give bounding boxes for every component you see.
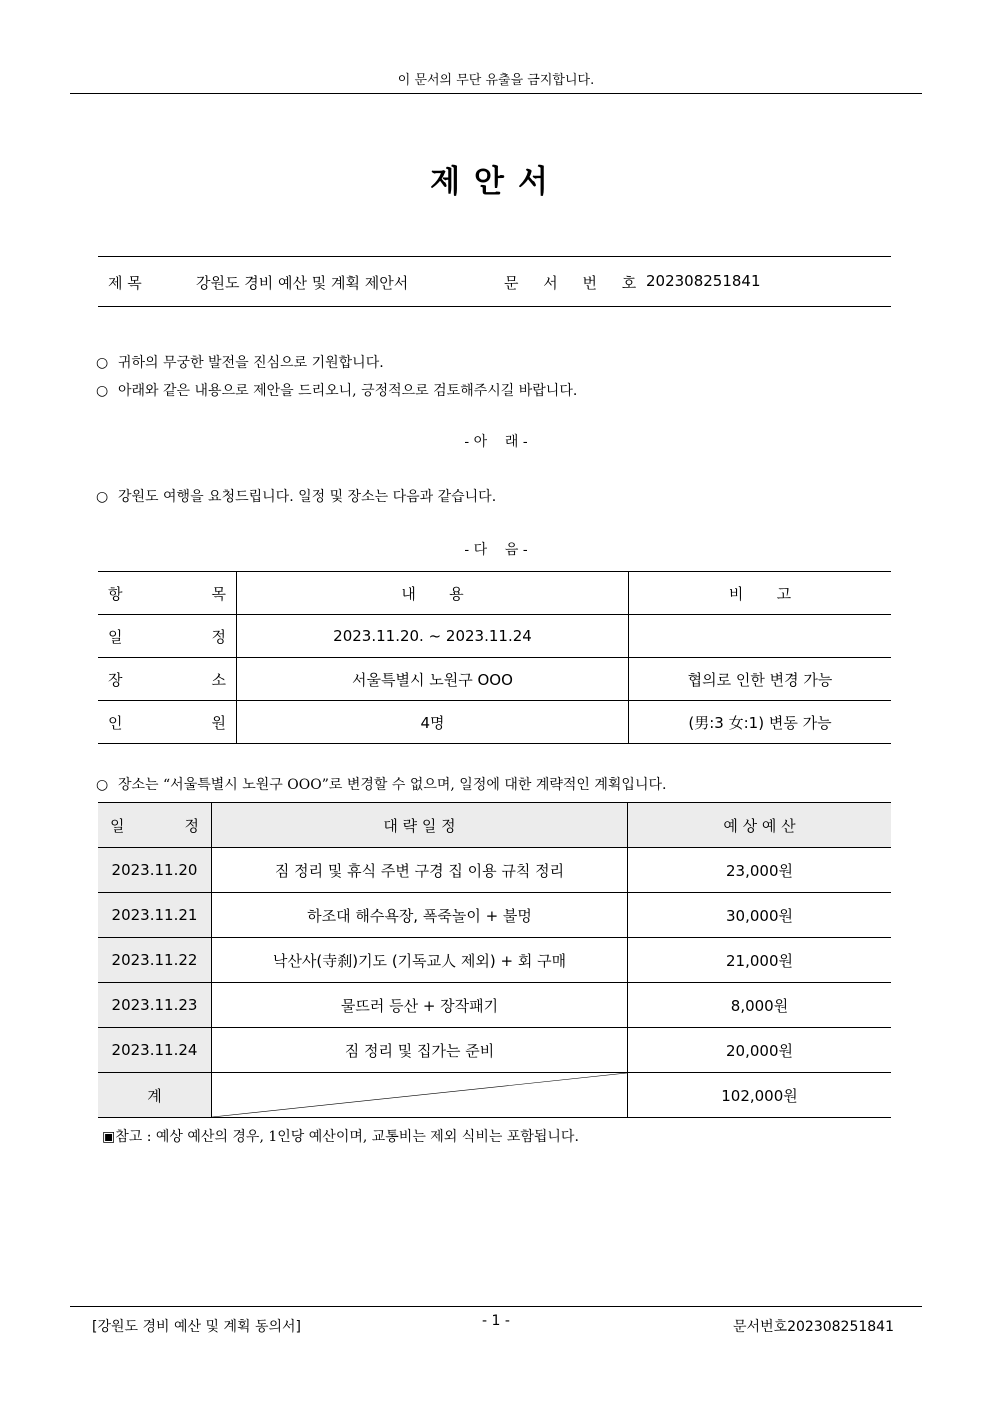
schedule-plan: 짐 정리 및 휴식 주변 구경 집 이용 규칙 정리 — [212, 848, 628, 893]
schedule-header-plan: 대 략 일 정 — [212, 803, 628, 848]
overview-row-note: 협의로 인한 변경 가능 — [629, 658, 892, 701]
footnote: ▣참고 : 예상 예산의 경우, 1인당 예산이며, 교통비는 제외 식비는 포함됩니다. — [102, 1129, 579, 1145]
intro-line-1 — [96, 352, 384, 372]
schedule-header-date — [98, 803, 212, 848]
footer-divider — [70, 1306, 922, 1307]
schedule-budget: 8,000원 — [628, 983, 892, 1028]
overview-header-row — [98, 572, 891, 615]
bullet-icon: ○ — [96, 383, 109, 399]
header-divider — [70, 93, 922, 94]
place-note-line — [96, 774, 666, 794]
row-label-b: 소 — [211, 670, 226, 689]
overview-header-note: 비 고 — [629, 572, 892, 615]
schedule-date: 2023.11.22 — [98, 938, 212, 983]
table-row — [98, 615, 891, 658]
row-label-a: 장 — [108, 670, 123, 689]
overview-row-content: 2023.11.20. ~ 2023.11.24 — [237, 615, 629, 658]
header-date-b: 정 — [184, 816, 199, 835]
row-label-a: 인 — [108, 713, 123, 732]
following-mark: - 다 음 - — [464, 542, 528, 558]
schedule-budget: 21,000원 — [628, 938, 892, 983]
overview-header-content: 내 용 — [237, 572, 629, 615]
overview-row-label — [98, 701, 237, 744]
overview-row-note — [629, 615, 892, 658]
overview-row-content: 서울특별시 노원구 OOO — [237, 658, 629, 701]
row-label-b: 원 — [211, 713, 226, 732]
schedule-plan: 낙산사(寺刹)기도 (기독교人 제외) + 회 구매 — [212, 938, 628, 983]
schedule-table — [98, 802, 891, 1118]
overview-table — [98, 571, 891, 744]
schedule-date: 2023.11.21 — [98, 893, 212, 938]
table-row — [98, 701, 891, 744]
total-empty-cell — [212, 1073, 628, 1118]
bullet-icon: ○ — [96, 777, 109, 793]
docno-value: 202308251841 — [646, 272, 761, 290]
subject-label — [108, 272, 142, 293]
table-row — [98, 848, 891, 893]
schedule-plan: 짐 정리 및 집가는 준비 — [212, 1028, 628, 1073]
intro-text-2: 아래와 같은 내용으로 제안을 드리오니, 긍정적으로 검토해주시길 바랍니다. — [118, 383, 578, 399]
row-label-a: 일 — [108, 627, 123, 646]
table-row — [98, 983, 891, 1028]
schedule-plan: 하조대 해수욕장, 폭죽놀이 + 불멍 — [212, 893, 628, 938]
schedule-date: 2023.11.20 — [98, 848, 212, 893]
bullet-icon: ○ — [96, 489, 109, 505]
footer-doc-name: [강원도 경비 예산 및 계획 동의서] — [92, 1319, 301, 1335]
request-text: 강원도 여행을 요청드립니다. 일정 및 장소는 다음과 같습니다. — [118, 489, 497, 505]
schedule-budget: 23,000원 — [628, 848, 892, 893]
overview-row-content: 4명 — [237, 701, 629, 744]
schedule-header-row — [98, 803, 891, 848]
schedule-plan: 물뜨러 등산 + 장작패기 — [212, 983, 628, 1028]
below-mark: - 아 래 - — [464, 434, 528, 450]
intro-text-1: 귀하의 무궁한 발전을 진심으로 기원합니다. — [118, 355, 384, 371]
schedule-header-budget: 예 상 예 산 — [628, 803, 892, 848]
overview-row-label — [98, 615, 237, 658]
total-row — [98, 1073, 891, 1118]
intro-line-2 — [96, 380, 577, 400]
request-line — [96, 486, 496, 506]
row-label-b: 정 — [211, 627, 226, 646]
diagonal-line — [212, 1073, 627, 1117]
header-notice: 이 문서의 무단 유출을 금지합니다. — [397, 73, 595, 88]
total-label: 계 — [98, 1073, 212, 1118]
schedule-budget: 30,000원 — [628, 893, 892, 938]
table-row — [98, 1028, 891, 1073]
schedule-date: 2023.11.24 — [98, 1028, 212, 1073]
subject-box — [98, 256, 891, 307]
overview-row-label — [98, 658, 237, 701]
footer-doc-number: 문서번호202308251841 — [733, 1319, 894, 1335]
overview-row-note: (男:3 女:1) 변동 가능 — [629, 701, 892, 744]
place-note-text: 장소는 “서울특별시 노원구 OOO”로 변경할 수 없으며, 일정에 대한 계략적인 계획입니다. — [118, 777, 667, 793]
docno-label: 문 서 번 호 — [504, 274, 647, 292]
overview-header-item — [98, 572, 237, 615]
schedule-budget: 20,000원 — [628, 1028, 892, 1073]
table-row — [98, 893, 891, 938]
schedule-date: 2023.11.23 — [98, 983, 212, 1028]
footer-page-number: - 1 - — [482, 1313, 510, 1329]
subject-label-text: 제 목 — [108, 274, 142, 292]
total-value: 102,000원 — [628, 1073, 892, 1118]
bullet-icon: ○ — [96, 355, 109, 371]
header-item-b: 목 — [211, 584, 226, 603]
header-date-a: 일 — [110, 816, 125, 835]
subject-value: 강원도 경비 예산 및 계획 제안서 — [196, 274, 409, 292]
document-title: 제안서 — [430, 164, 562, 200]
header-item-a: 항 — [108, 584, 123, 603]
table-row — [98, 658, 891, 701]
table-row — [98, 938, 891, 983]
